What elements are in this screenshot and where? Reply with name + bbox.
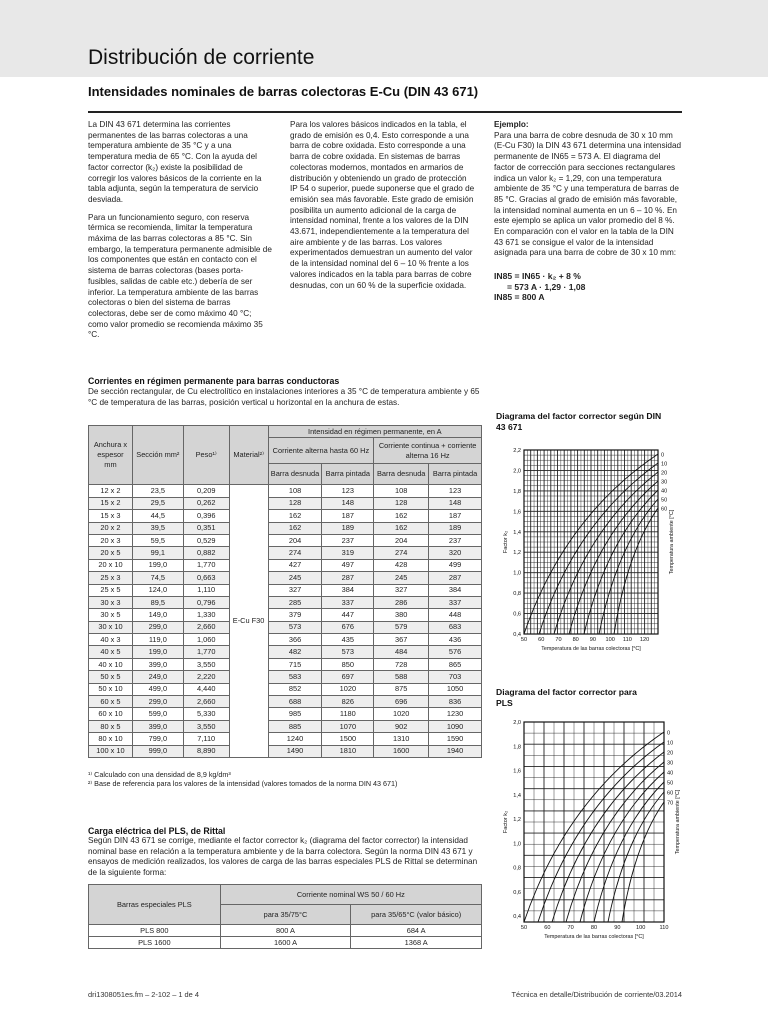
table-row bbox=[89, 596, 482, 608]
pls-header-b: para 35/65°C (valor básico) bbox=[351, 905, 482, 925]
table-cell: 573 bbox=[322, 646, 374, 658]
table-cell: 128 bbox=[374, 497, 429, 509]
y-tick-label: 1,8 bbox=[513, 488, 521, 495]
table-cell: 688 bbox=[268, 696, 322, 708]
header-bare: Barra desnuda bbox=[268, 464, 322, 485]
x-tick-label: 50 bbox=[520, 925, 528, 931]
intro-column-2 bbox=[290, 120, 476, 298]
table-row bbox=[89, 696, 482, 708]
table-cell: 384 bbox=[429, 584, 482, 596]
y-tick-label: 1,0 bbox=[513, 841, 521, 848]
y-tick-label: 0,4 bbox=[513, 632, 521, 638]
table-cell: 124,0 bbox=[132, 584, 183, 596]
pls-correction-factor-diagram bbox=[496, 712, 686, 948]
table-cell: 50 x 5 bbox=[89, 671, 133, 683]
table-cell: 245 bbox=[268, 572, 322, 584]
page-subtitle: Intensidades nominales de barras colectoras E-Cu (DIN 43 671) bbox=[88, 84, 479, 99]
table-cell: 1490 bbox=[268, 745, 322, 757]
y-tick-label: 0,8 bbox=[513, 865, 521, 872]
material-cell: E-Cu F30 bbox=[229, 485, 268, 758]
table-cell: 100 x 10 bbox=[89, 745, 133, 757]
table-cell: 123 bbox=[429, 485, 482, 497]
intro-paragraph: Para un funcionamiento seguro, con reserva térmica se recomienda, limitar la temperatura máxima de las barras colectoras a 85 °C. Sin embargo, la temperatura permanente admisible de los componentes que están en contacto con el sistema de barras colectoras (bases porta-fusibles, salidas de cable etc.) debería de ser inferior. La temperatura ambiente de las barras colectoras o bien del sistema de barras colectoras, debe ser de como máximo 40 °C; como valor promedio se recomienda máximo 35 °C. bbox=[88, 212, 272, 340]
table-cell: 15 x 2 bbox=[89, 497, 133, 509]
table-cell: 162 bbox=[374, 522, 429, 534]
table-note: ¹⁾ Calculado con una densidad de 8,9 kg/dm³ bbox=[88, 770, 231, 779]
table-cell: 245 bbox=[374, 572, 429, 584]
table-cell: 0,262 bbox=[183, 497, 229, 509]
table-cell: 299,0 bbox=[132, 696, 183, 708]
right-axis-label: Temperatura ambiente [°C] bbox=[669, 509, 675, 575]
table-cell: 448 bbox=[429, 609, 482, 621]
table-row bbox=[89, 621, 482, 633]
table-cell: 850 bbox=[322, 658, 374, 670]
example-text: Para una barra de cobre desnuda de 30 x 10 mm (E-Cu F30) la DIN 43 671 determina una intensidad permanente de IN65 = 573 A. El diagrama del factor de corrección para secciones rectangulares indica un valor k₂ = 1,29, con una temperatura ambiente de 35 °C y una temperatura de barras de 85 °C. Gracias al grado de emisión más favorable, la intensidad nominal aumenta en un 6 – 10 %. En este ejemplo se aplica un valor promedio del 8 %. En comparación con el valor en la tabla de la DIN 43 671 se consigue el valor de la intensidad asignada para una barra de cobre de 30 x 10 mm: bbox=[494, 130, 682, 258]
table-row bbox=[89, 925, 482, 937]
table-cell: 1,110 bbox=[183, 584, 229, 596]
y-tick-label: 0,6 bbox=[513, 889, 521, 896]
table-cell: 1,060 bbox=[183, 634, 229, 646]
intro-paragraph: La DIN 43 671 determina las corrientes permanentes de las barras colectoras a una temperatura ambiente de 35 °C y a una temperatura media de 65 °C. Con la ayuda del factor corrector (k₂) existe la posibilidad de corregir los valores básicos de la corriente en la tabla adjunta, según la temperatura de servicio desviada. bbox=[88, 120, 262, 204]
table-row bbox=[89, 658, 482, 670]
table-cell: 148 bbox=[322, 497, 374, 509]
table-cell: 39,5 bbox=[132, 522, 183, 534]
table-cell: 696 bbox=[374, 696, 429, 708]
table-cell: 676 bbox=[322, 621, 374, 633]
table-cell: 399,0 bbox=[132, 658, 183, 670]
y-tick-label: 1,0 bbox=[513, 570, 521, 577]
intro-column-1 bbox=[88, 120, 272, 348]
formula-line: IN85 = 800 A bbox=[494, 292, 545, 303]
curve-label: 30 bbox=[667, 760, 674, 767]
table-cell: 108 bbox=[268, 485, 322, 497]
table-row bbox=[89, 720, 482, 732]
page-title: Distribución de corriente bbox=[88, 46, 315, 69]
table-cell: 15 x 3 bbox=[89, 510, 133, 522]
x-tick-label: 90 bbox=[614, 925, 621, 931]
table-section-text: De sección rectangular, de Cu electrolítico en instalaciones interiores a 35 °C de temperatura ambiente y 65 °C de temperatura de las barras, posición vertical u horizontal en la anchura de estas. bbox=[88, 387, 480, 407]
table-cell: 204 bbox=[374, 534, 429, 546]
table-cell: 1,770 bbox=[183, 559, 229, 571]
curve-label: 0 bbox=[661, 452, 665, 459]
table-cell: 0,663 bbox=[183, 572, 229, 584]
header-dc: Corriente continua + corriente alterna 16 Hz bbox=[374, 438, 482, 464]
table-cell: 579 bbox=[374, 621, 429, 633]
table-cell: 0,351 bbox=[183, 522, 229, 534]
y-axis-label: Factor k₂ bbox=[503, 810, 509, 834]
table-cell: 380 bbox=[374, 609, 429, 621]
y-axis-label: Factor k₂ bbox=[503, 530, 509, 554]
table-cell: 237 bbox=[429, 534, 482, 546]
correction-factor-diagram bbox=[496, 436, 686, 652]
y-tick-label: 2,2 bbox=[513, 448, 521, 454]
example-formula bbox=[494, 271, 682, 303]
table-cell: PLS 800 bbox=[89, 925, 221, 937]
table-cell: 865 bbox=[429, 658, 482, 670]
table-cell: 1600 bbox=[374, 745, 429, 757]
table-cell: 149,0 bbox=[132, 609, 183, 621]
table-cell: 30 x 3 bbox=[89, 596, 133, 608]
table-cell: 287 bbox=[322, 572, 374, 584]
header-weight: Peso¹⁾ bbox=[183, 426, 229, 485]
table-cell: 0,796 bbox=[183, 596, 229, 608]
table-cell: 123 bbox=[322, 485, 374, 497]
table-cell: 852 bbox=[268, 683, 322, 695]
x-axis-label: Temperatura de las barras colectoras [°C] bbox=[541, 646, 641, 652]
y-tick-label: 0,6 bbox=[513, 611, 521, 618]
table-cell: 2,220 bbox=[183, 671, 229, 683]
table-cell: 40 x 10 bbox=[89, 658, 133, 670]
table-cell: 0,209 bbox=[183, 485, 229, 497]
table-cell: 187 bbox=[322, 510, 374, 522]
table-cell: 30 x 5 bbox=[89, 609, 133, 621]
table-cell: 3,550 bbox=[183, 720, 229, 732]
y-tick-label: 2,0 bbox=[513, 468, 521, 475]
footer-right: Técnica en detalle/Distribución de corriente/03.2014 bbox=[511, 990, 682, 999]
table-cell: 484 bbox=[374, 646, 429, 658]
x-tick-label: 100 bbox=[605, 637, 615, 643]
header-ac: Corriente alterna hasta 60 Hz bbox=[268, 438, 374, 464]
table-cell: 327 bbox=[374, 584, 429, 596]
table-cell: 697 bbox=[322, 671, 374, 683]
table-cell: 299,0 bbox=[132, 621, 183, 633]
table-cell: 108 bbox=[374, 485, 429, 497]
pls-section-text: Según DIN 43 671 se corrige, mediante el factor corrector k₂ (diagrama del factor corrector) la intensidad nominal base en relación a la temperatura ambiente y de la barra colectora. Según la norma DIN 43 671 y ensayos de medición realizados, los valores de carga de las barras especiales PLS de Rittal se determinan de la siguiente forma: bbox=[88, 836, 478, 877]
table-row bbox=[89, 646, 482, 658]
table-cell: 576 bbox=[429, 646, 482, 658]
y-tick-label: 1,6 bbox=[513, 768, 521, 775]
pls-table bbox=[88, 884, 482, 949]
header-section: Sección mm² bbox=[132, 426, 183, 485]
x-tick-label: 120 bbox=[639, 637, 650, 643]
table-cell: 875 bbox=[374, 683, 429, 695]
table-cell: 189 bbox=[322, 522, 374, 534]
table-row bbox=[89, 745, 482, 757]
table-cell: 435 bbox=[322, 634, 374, 646]
curve-label: 10 bbox=[661, 461, 668, 468]
table-cell: 1240 bbox=[268, 733, 322, 745]
formula-line: IN85 = IN65 · k₂ + 8 % bbox=[494, 271, 581, 282]
curve-label: 50 bbox=[667, 780, 674, 787]
table-cell: 367 bbox=[374, 634, 429, 646]
table-cell: 902 bbox=[374, 720, 429, 732]
curve-label: 10 bbox=[667, 740, 674, 747]
table-cell: 162 bbox=[374, 510, 429, 522]
table-cell: 0,882 bbox=[183, 547, 229, 559]
x-tick-label: 50 bbox=[520, 637, 528, 643]
y-tick-label: 0,8 bbox=[513, 591, 521, 598]
table-cell: 684 A bbox=[351, 925, 482, 937]
table-cell: 337 bbox=[429, 596, 482, 608]
table-cell: 427 bbox=[268, 559, 322, 571]
table-cell: 826 bbox=[322, 696, 374, 708]
table-cell: 25 x 3 bbox=[89, 572, 133, 584]
table-cell: 5,330 bbox=[183, 708, 229, 720]
y-tick-label: 1,4 bbox=[513, 529, 521, 536]
table-cell: 2,660 bbox=[183, 621, 229, 633]
pls-header-nominal: Corriente nominal WS 50 / 60 Hz bbox=[220, 885, 481, 905]
table-cell: 20 x 2 bbox=[89, 522, 133, 534]
table-cell: 287 bbox=[429, 572, 482, 584]
table-row bbox=[89, 584, 482, 596]
x-tick-label: 90 bbox=[589, 637, 597, 643]
table-cell: 1020 bbox=[374, 708, 429, 720]
curve-label: 20 bbox=[661, 470, 668, 477]
table-cell: 59,5 bbox=[132, 534, 183, 546]
table-row bbox=[89, 522, 482, 534]
table-cell: 29,5 bbox=[132, 497, 183, 509]
table-cell: 0,529 bbox=[183, 534, 229, 546]
table-cell: 366 bbox=[268, 634, 322, 646]
curve-label: 40 bbox=[667, 770, 674, 777]
curve-label: 60 bbox=[661, 506, 668, 513]
table-cell: 40 x 3 bbox=[89, 634, 133, 646]
table-cell: 1,330 bbox=[183, 609, 229, 621]
y-tick-label: 1,6 bbox=[513, 509, 521, 516]
header-intensity: Intensidad en régimen permanente, en A bbox=[268, 426, 481, 438]
table-cell: 499 bbox=[429, 559, 482, 571]
table-cell: 703 bbox=[429, 671, 482, 683]
table-cell: 1180 bbox=[322, 708, 374, 720]
table-cell: 20 x 3 bbox=[89, 534, 133, 546]
example-heading: Ejemplo: bbox=[494, 120, 529, 129]
table-cell: 119,0 bbox=[132, 634, 183, 646]
table-cell: 1600 A bbox=[220, 937, 351, 949]
title-rule bbox=[88, 111, 682, 113]
header-painted: Barra pintada bbox=[322, 464, 374, 485]
table-row bbox=[89, 937, 482, 949]
table-cell: 588 bbox=[374, 671, 429, 683]
table-cell: 23,5 bbox=[132, 485, 183, 497]
table-cell: 60 x 10 bbox=[89, 708, 133, 720]
table-row bbox=[89, 485, 482, 497]
x-axis-label: Temperatura de las barras colectoras [°C] bbox=[544, 934, 644, 940]
table-cell: 7,110 bbox=[183, 733, 229, 745]
pls-header-bars: Barras especiales PLS bbox=[89, 885, 221, 925]
curve-label: 60 bbox=[667, 790, 674, 797]
table-section-title: Corrientes en régimen permanente para barras conductoras bbox=[88, 376, 340, 386]
curve-label: 30 bbox=[661, 479, 668, 486]
table-cell: 1310 bbox=[374, 733, 429, 745]
table-cell: 89,5 bbox=[132, 596, 183, 608]
table-cell: 799,0 bbox=[132, 733, 183, 745]
table-cell: 1500 bbox=[322, 733, 374, 745]
table-cell: 999,0 bbox=[132, 745, 183, 757]
table-cell: 99,1 bbox=[132, 547, 183, 559]
diagram-2-title: Diagrama del factor corrector para PLS bbox=[496, 687, 637, 708]
table-row bbox=[89, 708, 482, 720]
table-cell: 728 bbox=[374, 658, 429, 670]
table-cell: 274 bbox=[268, 547, 322, 559]
right-axis-label: Temperatura ambiente [°C] bbox=[675, 789, 681, 855]
table-cell: 30 x 10 bbox=[89, 621, 133, 633]
table-cell: 60 x 5 bbox=[89, 696, 133, 708]
table-cell: 25 x 5 bbox=[89, 584, 133, 596]
table-row bbox=[89, 559, 482, 571]
header-bare: Barra desnuda bbox=[374, 464, 429, 485]
pls-section-title: Carga eléctrica del PLS, de Rittal bbox=[88, 826, 226, 836]
x-tick-label: 70 bbox=[567, 925, 574, 931]
table-cell: 599,0 bbox=[132, 708, 183, 720]
table-cell: 1090 bbox=[429, 720, 482, 732]
table-cell: 379 bbox=[268, 609, 322, 621]
table-cell: 74,5 bbox=[132, 572, 183, 584]
table-cell: 384 bbox=[322, 584, 374, 596]
y-tick-label: 0,4 bbox=[513, 914, 521, 920]
header-width: Anchura x espesor mm bbox=[89, 426, 133, 485]
table-cell: 583 bbox=[268, 671, 322, 683]
y-tick-label: 2,0 bbox=[513, 720, 521, 726]
factor-curve bbox=[594, 782, 664, 922]
table-cell: 44,5 bbox=[132, 510, 183, 522]
table-cell: 20 x 10 bbox=[89, 559, 133, 571]
table-cell: 162 bbox=[268, 510, 322, 522]
table-cell: 286 bbox=[374, 596, 429, 608]
factor-curve bbox=[608, 792, 664, 922]
table-row bbox=[89, 497, 482, 509]
y-tick-label: 1,2 bbox=[513, 817, 521, 823]
table-cell: 0,396 bbox=[183, 510, 229, 522]
table-cell: 1050 bbox=[429, 683, 482, 695]
curve-label: 0 bbox=[667, 730, 671, 737]
table-row bbox=[89, 634, 482, 646]
x-tick-label: 60 bbox=[538, 637, 545, 643]
table-cell: 285 bbox=[268, 596, 322, 608]
table-cell: 2,660 bbox=[183, 696, 229, 708]
table-cell: 1810 bbox=[322, 745, 374, 757]
table-cell: 274 bbox=[374, 547, 429, 559]
table-cell: 683 bbox=[429, 621, 482, 633]
table-cell: 4,440 bbox=[183, 683, 229, 695]
table-cell: 482 bbox=[268, 646, 322, 658]
x-tick-label: 80 bbox=[572, 637, 579, 643]
table-cell: 8,890 bbox=[183, 745, 229, 757]
table-cell: 162 bbox=[268, 522, 322, 534]
pls-header-a: para 35/75°C bbox=[220, 905, 351, 925]
example-column bbox=[494, 120, 682, 303]
y-tick-label: 1,4 bbox=[513, 792, 521, 799]
table-row bbox=[89, 547, 482, 559]
table-cell: 573 bbox=[268, 621, 322, 633]
table-cell: 436 bbox=[429, 634, 482, 646]
diagram-1-title: Diagrama del factor corrector según DIN 43 671 bbox=[496, 411, 662, 432]
table-cell: 320 bbox=[429, 547, 482, 559]
y-tick-label: 1,2 bbox=[513, 550, 521, 557]
table-cell: 836 bbox=[429, 696, 482, 708]
table-cell: 1230 bbox=[429, 708, 482, 720]
table-cell: 187 bbox=[429, 510, 482, 522]
table-row bbox=[89, 683, 482, 695]
x-tick-label: 110 bbox=[659, 925, 669, 931]
y-tick-label: 1,8 bbox=[513, 744, 521, 751]
table-cell: PLS 1600 bbox=[89, 937, 221, 949]
table-cell: 319 bbox=[322, 547, 374, 559]
table-row bbox=[89, 510, 482, 522]
footer-left: dri1308051es.fm – 2-102 – 1 de 4 bbox=[88, 990, 199, 999]
table-cell: 1020 bbox=[322, 683, 374, 695]
table-cell: 327 bbox=[268, 584, 322, 596]
table-row bbox=[89, 609, 482, 621]
curve-label: 40 bbox=[661, 488, 668, 495]
table-cell: 1590 bbox=[429, 733, 482, 745]
table-cell: 249,0 bbox=[132, 671, 183, 683]
x-tick-label: 100 bbox=[635, 925, 646, 931]
table-row bbox=[89, 534, 482, 546]
table-cell: 399,0 bbox=[132, 720, 183, 732]
table-cell: 885 bbox=[268, 720, 322, 732]
table-cell: 1070 bbox=[322, 720, 374, 732]
table-cell: 199,0 bbox=[132, 559, 183, 571]
table-cell: 199,0 bbox=[132, 646, 183, 658]
table-cell: 80 x 5 bbox=[89, 720, 133, 732]
x-tick-label: 80 bbox=[590, 925, 598, 931]
curve-label: 70 bbox=[667, 800, 674, 807]
x-tick-label: 110 bbox=[622, 637, 632, 643]
table-notes bbox=[88, 770, 397, 788]
table-cell: 128 bbox=[268, 497, 322, 509]
table-cell: 237 bbox=[322, 534, 374, 546]
table-cell: 1940 bbox=[429, 745, 482, 757]
table-row bbox=[89, 671, 482, 683]
table-cell: 40 x 5 bbox=[89, 646, 133, 658]
table-cell: 985 bbox=[268, 708, 322, 720]
table-cell: 499,0 bbox=[132, 683, 183, 695]
curve-label: 20 bbox=[667, 750, 674, 757]
table-cell: 20 x 5 bbox=[89, 547, 133, 559]
table-cell: 447 bbox=[322, 609, 374, 621]
table-cell: 3,550 bbox=[183, 658, 229, 670]
table-cell: 337 bbox=[322, 596, 374, 608]
table-cell: 428 bbox=[374, 559, 429, 571]
table-cell: 497 bbox=[322, 559, 374, 571]
table-cell: 1368 A bbox=[351, 937, 482, 949]
table-cell: 189 bbox=[429, 522, 482, 534]
x-tick-label: 70 bbox=[555, 637, 562, 643]
curve-label: 50 bbox=[661, 497, 668, 504]
table-cell: 12 x 2 bbox=[89, 485, 133, 497]
intro-paragraph: Para los valores básicos indicados en la tabla, el grado de emisión es 0,4. Esto corresponde a una barra de cobre oxidada. Esto corresponde a una barra de cobre oxidada. En sistemas de barras colectoras modernos, montados en armarios de distribución y obteniendo un grado de protección IP 54 o superior, puede suponerse que el grado de emisión sea más favorable. Este grado de emisión posibilita un aumento adicional de la carga de intensidad nominal, frente a los valores de la DIN 43.671, independientemente a la temperatura del aire ambiente y de las barras. Los valores experimentados demuestran un aumento del valor de la intensidad nominal del 6 – 10 % frente a los valores indicados en la tabla para barras de cobre desnudas, con un 60 % de la superficie oxidada. bbox=[290, 120, 475, 290]
table-cell: 148 bbox=[429, 497, 482, 509]
table-cell: 204 bbox=[268, 534, 322, 546]
table-cell: 715 bbox=[268, 658, 322, 670]
table-note: ²⁾ Base de referencia para los valores de la intensidad (valores tomados de la norma DIN 43 671) bbox=[88, 779, 398, 788]
x-tick-label: 60 bbox=[544, 925, 551, 931]
current-table bbox=[88, 425, 482, 758]
table-cell: 1,770 bbox=[183, 646, 229, 658]
table-cell: 80 x 10 bbox=[89, 733, 133, 745]
table-cell: 800 A bbox=[220, 925, 351, 937]
header-painted: Barra pintada bbox=[429, 464, 482, 485]
factor-curve bbox=[622, 802, 664, 922]
table-row bbox=[89, 733, 482, 745]
formula-line: = 573 A · 1,29 · 1,08 bbox=[507, 281, 586, 292]
table-row bbox=[89, 572, 482, 584]
table-cell: 50 x 10 bbox=[89, 683, 133, 695]
header-material: Material²⁾ bbox=[229, 426, 268, 485]
